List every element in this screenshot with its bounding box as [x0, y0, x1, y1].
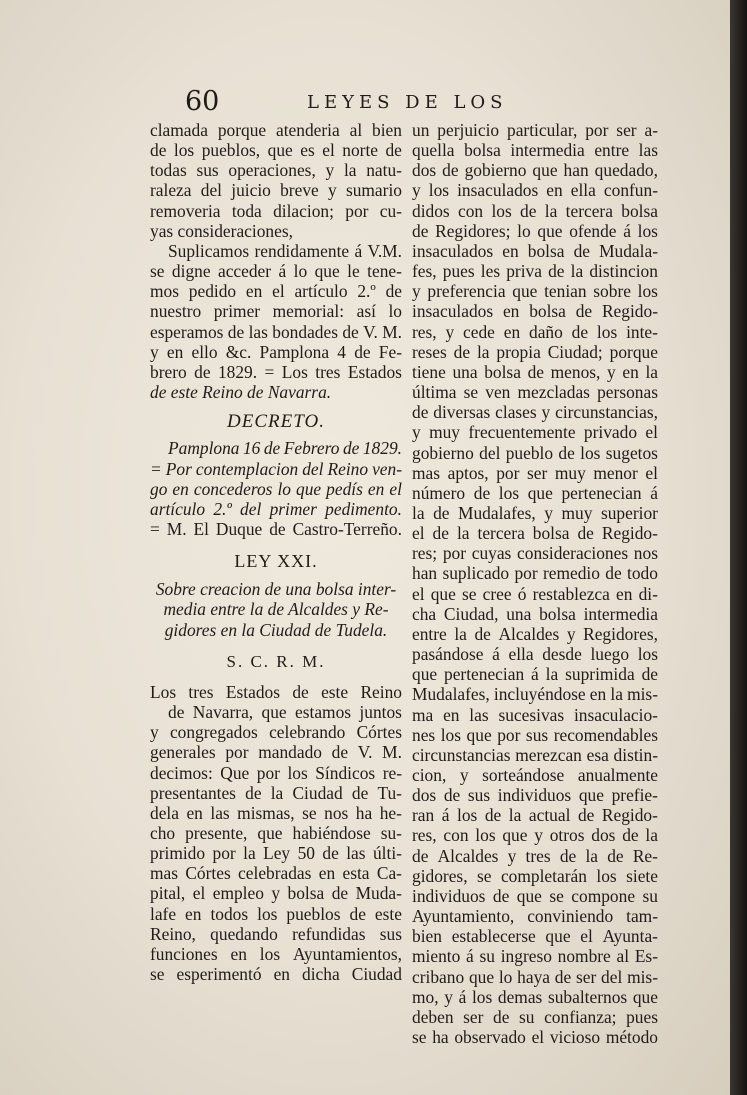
text-line: dos de sus individuos que prefie- [412, 785, 658, 806]
text-line: miento á su ingreso nombre al Es- [412, 946, 658, 967]
text-line: lafe en todos los pueblos de este [150, 903, 402, 924]
text-line: primido por la Ley 50 de las últi- [150, 843, 402, 864]
running-title: LEYES DE LOS [307, 92, 508, 113]
text-line: = M. El Duque de Castro-Terreño. [150, 518, 402, 539]
text-line: última se ven mezcladas personas [412, 382, 658, 403]
text-line: res, con los que y otros dos de la [412, 825, 658, 846]
text-line: Pamplona 16 de Febrero de 1829. [168, 438, 402, 459]
text-line: res; por cuyas consideraciones nos [412, 543, 658, 564]
text-line: y en ello &c. Pamplona 4 de Fe- [150, 341, 402, 362]
text-line: decimos: Que por los Síndicos re- [150, 762, 402, 783]
text-line: todas sus operaciones, y la natu- [150, 160, 402, 181]
decree-text [150, 438, 402, 539]
text-line: nuestro primer memorial: así lo [150, 301, 402, 322]
text-line: entre la de Alcaldes y Regidores, [412, 623, 658, 644]
text-line: el que se cree ó restablezca en di- [412, 583, 658, 604]
text-line: = Por contemplacion del Reino ven- [150, 458, 402, 479]
text-line: dos de gobierno que han quedado, [412, 160, 658, 181]
text-line: bien establecerse que el Ayunta- [412, 926, 658, 947]
text-line: se digne acceder á lo que le tene- [150, 261, 402, 282]
text-line: artículo 2.º del primer pedimento. [150, 498, 402, 519]
text-line: Los tres Estados de este Reino [150, 681, 402, 702]
text-line: número de los que pertenecian á [412, 482, 658, 503]
text-line: Mudalafes, incluyéndose en la mis- [412, 684, 658, 705]
text-line: cribano que lo haya de ser del mis- [412, 966, 658, 987]
text-line: han suplicado por remedio de todo [412, 563, 658, 584]
text-line: de Alcaldes y tres de la de Re- [412, 845, 658, 866]
text-line: cha Ciudad, una bolsa intermedia [412, 603, 658, 624]
text-line: de este Reino de Navarra. [150, 382, 332, 403]
text-line: y congregados celebrando Córtes [150, 722, 402, 743]
text-line: ran á los de la actual de Regido- [412, 805, 658, 826]
text-line: fes, pues les priva de la distincion [412, 261, 658, 282]
text-line: de Navarra, que estamos juntos [168, 702, 402, 723]
text-line: gobierno del pueblo de los sugetos [412, 442, 658, 463]
text-line: cion, y sorteándose anualmente [412, 765, 658, 785]
text-line: raleza del juicio breve y sumario [150, 180, 402, 201]
text-line: y los insaculados en ella confun- [412, 180, 658, 201]
text-line: Suplicamos rendidamente á V.M. [168, 240, 402, 261]
paragraph-continuation [150, 120, 402, 241]
text-line: funciones en los Ayuntamientos, [150, 943, 402, 964]
text-line: mos pedido en el artículo 2.º de [150, 281, 402, 302]
text-line: clamada porque atenderia al bien [150, 120, 402, 140]
text-line: esperamos de las bondades de V. M. [150, 321, 402, 342]
text-line: pasándose á ella desde luego los [412, 644, 658, 665]
left-column [150, 120, 402, 984]
page-number: 60 [185, 86, 220, 117]
text-line: insaculados en bolsa de Regido- [412, 301, 658, 322]
text-line: Reino, quedando refundidas sus [150, 923, 402, 944]
text-line: gidores, se completarán los siete [412, 865, 658, 886]
text-line: de diversas clases y circunstancias, [412, 402, 658, 423]
book-spine-shadow [730, 0, 747, 1095]
text-line: y muy frecuentemente privado el [412, 422, 658, 443]
text-line: go en concederos lo que pedís en el [150, 478, 402, 499]
text-line: y preferencia que tenian sobre los [412, 281, 658, 302]
law-rubric [150, 579, 402, 639]
text-line: mas aptos, por ser muy menor el [412, 462, 658, 483]
scrm-heading: S. C. R. M. [226, 651, 326, 671]
text-line: gidores en la Ciudad de Tudela. [164, 619, 388, 640]
text-line: yas consideraciones, [150, 220, 293, 241]
text-line: un perjuicio particular, por ser a- [412, 120, 658, 140]
text-line: Ayuntamiento, conviniendo tam- [412, 906, 658, 927]
text-line: removeria toda dilacion; por cu- [150, 200, 402, 221]
petition-paragraph [150, 241, 402, 402]
text-line: brero de 1829. = Los tres Estados [150, 361, 402, 382]
text-line: de los pueblos, que es el norte de [150, 140, 402, 161]
text-line: mas Córtes celebradas en esta Ca- [150, 863, 402, 884]
text-line: ma en las sucesivas insaculacio- [412, 704, 658, 725]
text-line: insaculados en bolsa de Mudala- [412, 240, 658, 261]
text-line: nes los que por sus recomendables [412, 724, 658, 745]
text-line: se esperimentó en dicha Ciudad [150, 964, 402, 985]
text-line: dela en las mismas, se nos ha he- [150, 802, 402, 823]
text-line: res, y cede en daño de los inte- [412, 321, 658, 342]
text-line: reses de la propia Ciudad; porque [412, 341, 658, 362]
decree-heading: DECRETO. [227, 411, 325, 433]
text-line: quella bolsa intermedia entre las [412, 140, 658, 161]
text-line: el de la tercera bolsa de Regido- [412, 523, 658, 544]
text-line: deben ser de su confianza; pues [412, 1006, 658, 1027]
text-line: didos con los de la tercera bolsa [412, 200, 658, 221]
text-line: de Regidores; lo que ofende á los [412, 220, 658, 241]
text-line: tiene una bolsa de menos, y en la [412, 361, 658, 382]
right-column [412, 120, 658, 1047]
text-line: presentantes de la Ciudad de Tu- [150, 782, 402, 803]
law-body [150, 682, 402, 984]
text-line: circunstancias merezcan esa distin- [412, 744, 658, 765]
text-line: la de Mudalafes, y muy superior [412, 502, 658, 523]
text-line: mo, y á los demas subalternos que [412, 986, 658, 1007]
text-line: se ha observado el vicioso método [412, 1027, 658, 1048]
page-header [0, 86, 730, 118]
text-line: cho presente, que habiéndose su- [150, 823, 402, 843]
text-line: Sobre creacion de una bolsa inter- [155, 579, 397, 600]
text-line: pital, el empleo y bolsa de Muda- [150, 883, 402, 904]
text-line: individuos de que se compone su [412, 885, 658, 906]
law-heading: LEY XXI. [234, 551, 318, 572]
text-line: media entre la de Alcaldes y Re- [163, 599, 389, 620]
text-line: generales por mandado de V. M. [150, 742, 402, 763]
text-line: que pertenecian á la suprimida de [412, 664, 658, 685]
